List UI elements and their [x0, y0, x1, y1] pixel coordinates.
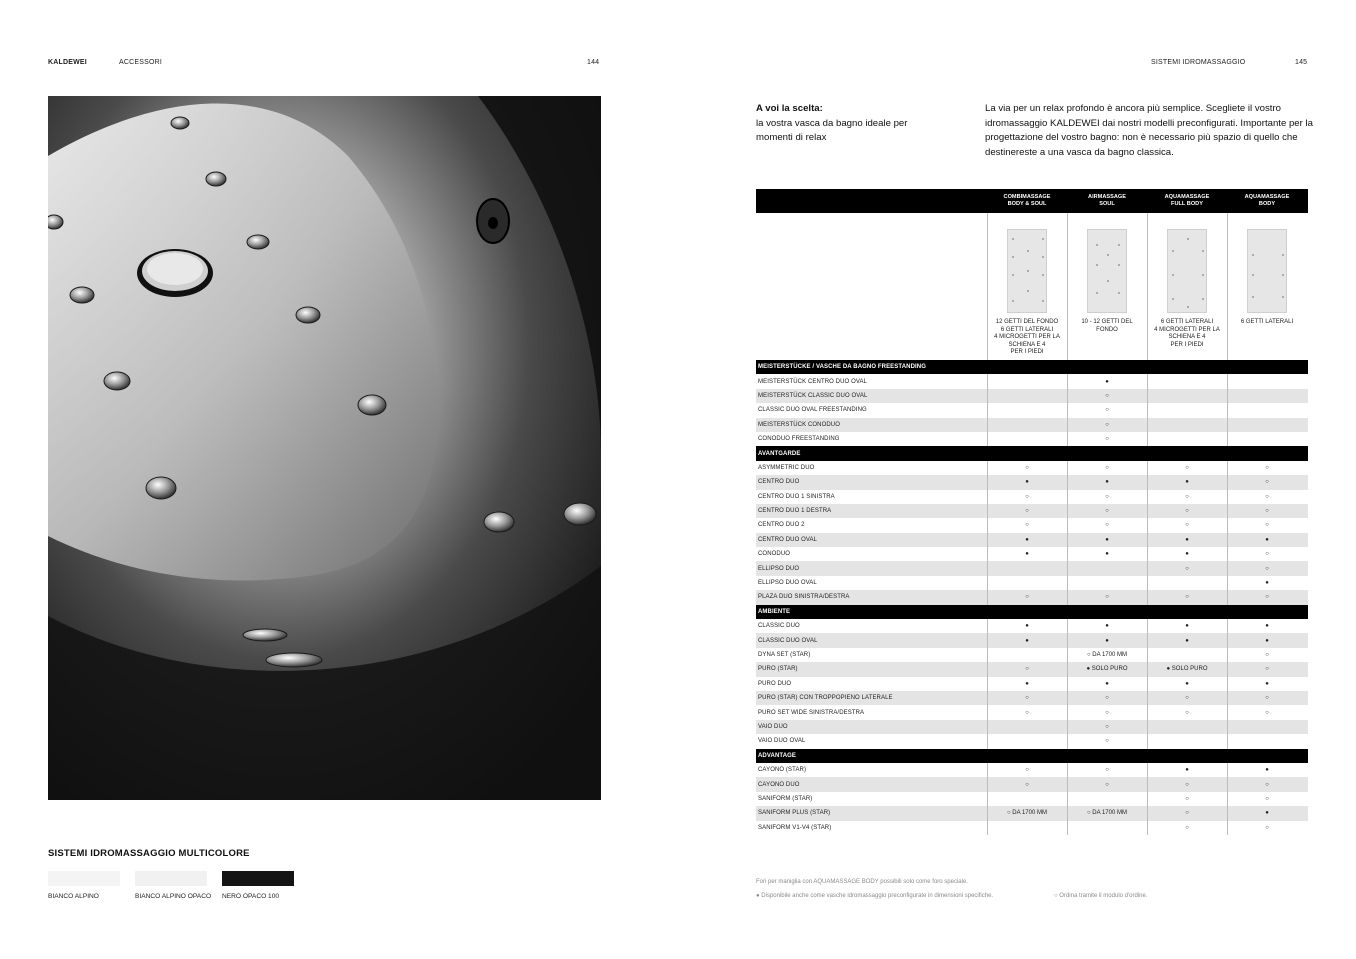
availability-cell [1227, 389, 1307, 403]
availability-cell [987, 792, 1067, 806]
availability-cell: ○ [1185, 522, 1189, 529]
table-row [756, 590, 1308, 604]
table-row [756, 777, 1308, 791]
availability-cell: ○ [1185, 695, 1189, 702]
brand-name: KALDEWEI [48, 59, 87, 66]
availability-cell: ○ [1185, 810, 1189, 817]
availability-cell: ○ [1265, 594, 1269, 601]
availability-cell: ○ [1105, 464, 1109, 471]
jet-dot [1042, 238, 1044, 240]
availability-cell [987, 720, 1067, 734]
availability-cell: ○ [1025, 464, 1029, 471]
bathtub-diagram [1087, 229, 1127, 313]
jet-dot [1042, 274, 1044, 276]
availability-cell [1227, 720, 1307, 734]
column-divider [1067, 213, 1068, 360]
jet-dot [1252, 296, 1254, 298]
availability-cell: ○ [1025, 781, 1029, 788]
jet-dot [1118, 244, 1120, 246]
availability-cell: ○ [1105, 723, 1109, 730]
swatch-bianco-alpino [48, 871, 120, 886]
availability-cell [987, 734, 1067, 748]
availability-cell [987, 648, 1067, 662]
availability-cell: ○ [1105, 421, 1109, 428]
availability-cell: ● [1105, 680, 1109, 687]
availability-cell: ○ DA 1700 MM [1087, 810, 1127, 817]
availability-cell: ○ [1265, 781, 1269, 788]
availability-cell: ○ [1025, 709, 1029, 716]
table-row [756, 418, 1308, 432]
table-row [756, 475, 1308, 489]
availability-cell: ○ [1185, 709, 1189, 716]
availability-cell [987, 432, 1067, 446]
jet-dot [1096, 244, 1098, 246]
column-header: AQUAMASSAGE BODY [1244, 194, 1290, 207]
availability-cell [987, 821, 1067, 835]
row-label: MEISTERSTÜCK CLASSIC DUO OVAL [758, 392, 868, 399]
row-label: PURO SET WIDE SINISTRA/DESTRA [758, 709, 865, 716]
availability-cell: ○ [1105, 436, 1109, 443]
jet-dot [1282, 296, 1284, 298]
column-header: AQUAMASSAGE FULL BODY [1164, 194, 1210, 207]
intro-heading: A voi la scelta: [756, 103, 823, 114]
availability-cell: ● [1265, 810, 1269, 817]
availability-cell: ○ [1185, 781, 1189, 788]
row-label: CENTRO DUO OVAL [758, 536, 818, 543]
footnote-handle: Fori per maniglia con AQUAMASSAGE BODY possibili solo come foro speciale. [756, 879, 968, 885]
jet-dot [1118, 292, 1120, 294]
availability-cell: ● [1265, 580, 1269, 587]
availability-cell: ○ DA 1700 MM [1087, 652, 1127, 658]
row-label: ELLIPSO DUO [758, 565, 800, 572]
table-row [756, 561, 1308, 575]
column-header: AIRMASSAGE SOUL [1088, 194, 1126, 207]
swatch-label: BIANCO ALPINO [48, 893, 99, 900]
jet-dot [1187, 238, 1189, 240]
availability-cell: ○ [1025, 695, 1029, 702]
availability-cell [1067, 576, 1147, 590]
jet-dot [1107, 254, 1109, 256]
availability-cell: ○ [1105, 392, 1109, 399]
availability-cell: ○ [1265, 652, 1269, 658]
row-label: CLASSIC DUO OVAL FREESTANDING [758, 407, 867, 414]
availability-cell [1227, 432, 1307, 446]
row-label: PURO DUO [758, 680, 792, 687]
availability-cell: ○ [1265, 709, 1269, 716]
availability-cell: ○ [1185, 795, 1189, 802]
jet-dot [1107, 280, 1109, 282]
availability-cell [1147, 648, 1227, 662]
section-header: AVANTGARDE [756, 446, 1308, 460]
row-label: CONODUO [758, 551, 791, 558]
availability-cell [987, 374, 1067, 388]
row-label: PURO (STAR) CON TROPPOPIENO LATERALE [758, 695, 893, 702]
swatch-nero-opaco [222, 871, 294, 886]
table-header [756, 189, 1308, 213]
jet-dot [1012, 274, 1014, 276]
availability-cell [1067, 561, 1147, 575]
row-label: SANIFORM PLUS (STAR) [758, 810, 831, 817]
jet-dot [1096, 264, 1098, 266]
row-label: VAIO DUO [758, 723, 788, 730]
availability-cell: ● [1265, 767, 1269, 774]
row-label: CLASSIC DUO [758, 623, 800, 630]
section-label-right: SISTEMI IDROMASSAGGIO [1151, 59, 1246, 66]
table-row [756, 547, 1308, 561]
availability-cell: ● [1185, 637, 1189, 644]
table-row [756, 504, 1308, 518]
availability-cell: ○ [1265, 695, 1269, 702]
availability-cell: ○ [1105, 522, 1109, 529]
availability-cell: ● [1265, 680, 1269, 687]
table-row [756, 806, 1308, 820]
table-row [756, 432, 1308, 446]
availability-cell: ○ [1105, 781, 1109, 788]
availability-cell [1147, 720, 1227, 734]
swatch-label: NERO OPACO 100 [222, 893, 280, 900]
availability-cell [987, 561, 1067, 575]
availability-cell: ● [1265, 637, 1269, 644]
section-header: AMBIENTE [756, 605, 1308, 619]
jet-dot [1252, 254, 1254, 256]
table-row [756, 461, 1308, 475]
availability-cell [987, 403, 1067, 417]
availability-cell: ● [1105, 479, 1109, 486]
jet-dot [1012, 300, 1014, 302]
section-header: ADVANTAGE [756, 749, 1308, 763]
row-label: ELLIPSO DUO OVAL [758, 580, 817, 587]
jet-dot [1042, 256, 1044, 258]
availability-cell: ● SOLO PURO [1166, 666, 1208, 673]
row-label: PLAZA DUO SINISTRA/DESTRA [758, 594, 850, 601]
table-row [756, 490, 1308, 504]
jet-dot [1042, 300, 1044, 302]
table-row [756, 374, 1308, 388]
availability-cell: ● [1025, 680, 1029, 687]
availability-cell: ○ [1265, 551, 1269, 558]
availability-cell [1147, 576, 1227, 590]
table-row [756, 533, 1308, 547]
table-row [756, 677, 1308, 691]
availability-cell: ● [1105, 378, 1109, 385]
availability-cell: ○ [1265, 666, 1269, 673]
availability-cell: ● [1025, 637, 1029, 644]
availability-cell: ○ [1105, 407, 1109, 414]
availability-cell: ○ [1265, 522, 1269, 529]
row-label: CAYONO DUO [758, 781, 800, 788]
table-row [756, 633, 1308, 647]
availability-cell: ○ [1105, 594, 1109, 601]
availability-cell: ○ [1265, 824, 1269, 831]
availability-cell: ○ [1105, 695, 1109, 702]
jet-dot [1027, 270, 1029, 272]
availability-cell: ○ [1105, 493, 1109, 500]
availability-cell: ○ [1025, 767, 1029, 774]
row-label: CONODUO FREESTANDING [758, 436, 840, 443]
swatch-bianco-alpino-opaco [135, 871, 207, 886]
jet-dot [1202, 250, 1204, 252]
column-description: 10 - 12 GETTI DEL FONDO [1081, 319, 1133, 333]
row-label: CENTRO DUO 2 [758, 522, 805, 529]
section-header: MEISTERSTÜCKE / VASCHE DA BAGNO FREESTANDING [756, 360, 1308, 374]
availability-cell: ○ [1185, 565, 1189, 572]
table-row [756, 821, 1308, 835]
availability-cell: ● [1185, 479, 1189, 486]
bathtub-diagram [1007, 229, 1047, 313]
jet-dot [1252, 274, 1254, 276]
jet-dot [1172, 298, 1174, 300]
availability-cell: ○ [1265, 464, 1269, 471]
table-row [756, 763, 1308, 777]
bathtub-diagram [1247, 229, 1287, 313]
jet-dot [1172, 250, 1174, 252]
availability-cell [987, 389, 1067, 403]
availability-cell: ○ [1185, 493, 1189, 500]
availability-cell: ● [1025, 623, 1029, 630]
intro-heading-block [756, 102, 946, 146]
availability-cell [1147, 418, 1227, 432]
row-label: CENTRO DUO 1 SINISTRA [758, 493, 835, 500]
availability-cell: ● [1025, 479, 1029, 486]
row-label: MEISTERSTÜCK CENTRO DUO OVAL [758, 378, 868, 385]
availability-cell [1227, 374, 1307, 388]
availability-cell: ● [1185, 680, 1189, 687]
availability-cell: ● [1025, 551, 1029, 558]
availability-cell: ○ [1105, 709, 1109, 716]
table-row [756, 662, 1308, 676]
availability-cell: ● [1105, 623, 1109, 630]
intro-subheading: la vostra vasca da bagno ideale per momenti di relax [756, 117, 908, 143]
availability-cell [1147, 432, 1227, 446]
availability-cell [987, 576, 1067, 590]
availability-cell: ○ [1185, 594, 1189, 601]
availability-cell: ○ [1185, 824, 1189, 831]
availability-cell [1147, 389, 1227, 403]
availability-cell: ○ [1265, 479, 1269, 486]
availability-cell: ● [1185, 767, 1189, 774]
availability-cell: ● [1265, 623, 1269, 630]
footnote-open: ○ Ordina tramite il modulo d'ordine. [1054, 893, 1148, 899]
availability-cell: ○ [1025, 594, 1029, 601]
intro-body: La via per un relax profondo è ancora più semplice. Scegliete il vostro idromassaggio KALDEWEI dai nostri modelli preconfigurati. Importante per la progettazione del vostro bagno: non è necessario più spazio di quello che destinereste a una vasca da bagno classica. [985, 103, 1313, 158]
availability-cell: ● [1105, 637, 1109, 644]
availability-cell: ○ [1105, 738, 1109, 745]
row-label: PURO (STAR) [758, 666, 798, 673]
availability-cell: ○ [1265, 508, 1269, 515]
jet-dot [1282, 254, 1284, 256]
row-label: DYNA SET (STAR) [758, 652, 811, 658]
table-row [756, 518, 1308, 532]
availability-cell: ● [1185, 551, 1189, 558]
column-header: COMBIMASSAGE BODY & SOUL [1003, 194, 1051, 207]
jet-dot [1172, 274, 1174, 276]
table-row [756, 403, 1308, 417]
availability-cell: ○ [1105, 767, 1109, 774]
availability-cell [1227, 403, 1307, 417]
page-number-left: 144 [587, 59, 600, 66]
multicolor-title: SISTEMI IDROMASSAGGIO MULTICOLORE [48, 848, 250, 859]
jet-dot [1012, 238, 1014, 240]
availability-cell: ○ [1025, 666, 1029, 673]
table-row [756, 792, 1308, 806]
availability-cell: ○ [1025, 508, 1029, 515]
jet-dot [1187, 306, 1189, 308]
table-row [756, 691, 1308, 705]
column-description: 6 GETTI LATERALI [1240, 319, 1294, 325]
row-label: CAYONO (STAR) [758, 767, 807, 774]
availability-cell [987, 418, 1067, 432]
row-label: VAIO DUO OVAL [758, 738, 806, 745]
row-label: MEISTERSTÜCK CONODUO [758, 421, 841, 428]
availability-cell: ● [1105, 536, 1109, 543]
swatch-label: BIANCO ALPINO OPACO [135, 893, 212, 900]
availability-cell: ○ DA 1700 MM [1007, 810, 1047, 817]
row-label: SANIFORM V1-V4 (STAR) [758, 824, 832, 831]
availability-cell [1227, 418, 1307, 432]
row-label: CLASSIC DUO OVAL [758, 637, 818, 644]
availability-cell: ● SOLO PURO [1086, 666, 1128, 673]
diagram-row [756, 213, 1308, 360]
section-label: ACCESSORI [119, 59, 163, 66]
row-label: SANIFORM (STAR) [758, 795, 813, 802]
availability-cell: ○ [1265, 565, 1269, 572]
jet-dot [1096, 292, 1098, 294]
row-label: ASYMMETRIC DUO [758, 464, 815, 471]
jet-dot [1012, 256, 1014, 258]
jet-dot [1027, 290, 1029, 292]
table-row [756, 648, 1308, 662]
table-row [756, 389, 1308, 403]
availability-cell [1067, 792, 1147, 806]
availability-cell [1227, 734, 1307, 748]
column-description: 6 GETTI LATERALI 4 MICROGETTI PER LA SCHIENA E 4 PER I PIEDI [1154, 319, 1220, 348]
availability-cell: ● [1185, 536, 1189, 543]
table-row [756, 705, 1308, 719]
bathtub-jets-photo [48, 96, 601, 800]
row-label: CENTRO DUO 1 DESTRA [758, 508, 832, 515]
availability-cell: ○ [1025, 522, 1029, 529]
availability-cell: ○ [1105, 508, 1109, 515]
jet-dot [1282, 274, 1284, 276]
availability-cell [1147, 374, 1227, 388]
availability-cell: ○ [1185, 464, 1189, 471]
compatibility-table [756, 189, 1308, 835]
table-row [756, 619, 1308, 633]
availability-cell [1067, 821, 1147, 835]
availability-cell [1147, 403, 1227, 417]
bathtub-diagram [1167, 229, 1207, 313]
page-number-right: 145 [1295, 59, 1308, 66]
availability-cell: ○ [1265, 493, 1269, 500]
row-label: CENTRO DUO [758, 479, 800, 486]
availability-cell: ● [1025, 536, 1029, 543]
jet-dot [1027, 250, 1029, 252]
footnote-filled: ● Disponibile anche come vasche idromassaggio preconfigurate in dimensioni specifiche. [756, 893, 994, 899]
availability-cell: ○ [1265, 795, 1269, 802]
availability-cell: ● [1265, 536, 1269, 543]
availability-cell: ● [1185, 623, 1189, 630]
jet-dot [1202, 274, 1204, 276]
jet-dot [1202, 298, 1204, 300]
table-row [756, 720, 1308, 734]
table-row [756, 576, 1308, 590]
availability-cell: ○ [1185, 508, 1189, 515]
availability-cell: ○ [1025, 493, 1029, 500]
jet-dot [1118, 264, 1120, 266]
availability-cell [1147, 734, 1227, 748]
column-description: 12 GETTI DEL FONDO 6 GETTI LATERALI 4 MICROGETTI PER LA SCHIENA E 4 PER I PIEDI [994, 319, 1060, 355]
availability-cell: ● [1105, 551, 1109, 558]
column-divider [1227, 213, 1228, 360]
table-row [756, 734, 1308, 748]
